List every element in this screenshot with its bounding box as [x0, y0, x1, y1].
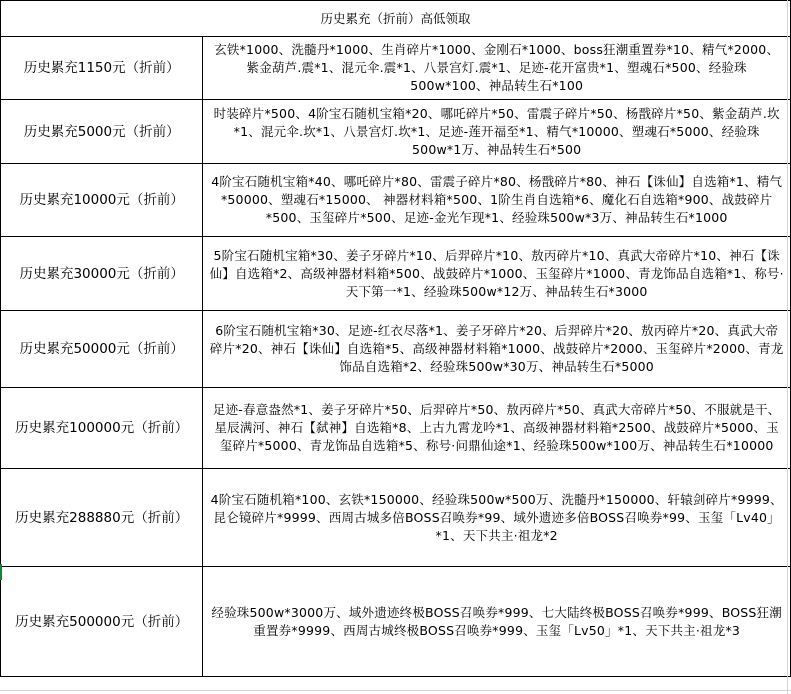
table-row: [1, 469, 791, 567]
table-row: [1, 388, 791, 469]
reward-cell[interactable]: 足迹-春意盎然*1、姜子牙碎片*50、后羿碎片*50、敖丙碎片*50、真武大帝碎片*50、不服就是干、星辰满河、神石【弑神】自选箱*8、上古九霄龙吟*1、高级神器材料箱*2500、战鼓碎片*5000、玉玺碎片*5000、青龙饰品自选箱*5、称号·问鼎仙途*1、经验珠500w*100万、神品转生石*10000: [203, 388, 791, 469]
sheet-gridline-vertical: [787, 0, 788, 694]
table-row: [1, 37, 791, 100]
reward-cell[interactable]: 经验珠500w*3000万、域外遗迹终极BOSS召唤券*999、七大陆终极BOSS召唤券*999、BOSS狂潮重置券*9999、西周古城终极BOSS召唤券*999、玉玺「Lv50」*1、天下共主·祖龙*3: [203, 567, 791, 677]
table-title[interactable]: 历史累充（折前）高低领取: [1, 1, 791, 37]
reward-cell[interactable]: 6阶宝石随机宝箱*30、足迹-红衣尽落*1、姜子牙碎片*20、后羿碎片*20、敖丙碎片*20、真武大帝碎片*20、神石【诛仙】自选箱*5、高级神器材料箱*1000、战鼓碎片*2000、玉玺碎片*2000、青龙饰品自选箱*2、经验珠500w*30万、神品转生石*5000: [203, 311, 791, 388]
cell-selection-marker: [0, 564, 2, 580]
tier-label-cell[interactable]: 历史累充288880元（折前）: [1, 469, 203, 567]
table-row: [1, 567, 791, 677]
table-row: [1, 237, 791, 311]
tier-label-cell[interactable]: 历史累充10000元（折前）: [1, 164, 203, 237]
tier-label-cell[interactable]: 历史累充1150元（折前）: [1, 37, 203, 100]
tier-label-cell[interactable]: 历史累充5000元（折前）: [1, 100, 203, 164]
table-row: [1, 100, 791, 164]
tier-label-cell[interactable]: 历史累充50000元（折前）: [1, 311, 203, 388]
reward-cell[interactable]: 4阶宝石随机箱*100、玄铁*150000、经验珠500w*500万、洗髓丹*150000、轩辕剑碎片*9999、昆仑镜碎片*9999、西周古城多倍BOSS召唤券*99、域外遗迹多倍BOSS召唤券*99、玉玺「Lv40」*1、天下共主·祖龙*2: [203, 469, 791, 567]
reward-cell[interactable]: 时装碎片*500、4阶宝石随机宝箱*20、哪吒碎片*50、雷震子碎片*50、杨戬碎片*50、紫金葫芦.坎*1、混元伞.坎*1、八景宫灯.坎*1、足迹-莲开福至*1、精气*10000、塑魂石*5000、经验珠500w*1万、神品转生石*500: [203, 100, 791, 164]
tier-label-cell[interactable]: 历史累充30000元（折前）: [1, 237, 203, 311]
reward-cell[interactable]: 5阶宝石随机宝箱*30、姜子牙碎片*10、后羿碎片*10、敖丙碎片*10、真武大帝碎片*10、神石【诛仙】自选箱*2、高级神器材料箱*500、战鼓碎片*1000、玉玺碎片*1000、青龙饰品自选箱*1、称号·天下第一*1、经验珠500w*12万、神品转生石*3000: [203, 237, 791, 311]
title-row: [1, 1, 791, 37]
table-row: [1, 311, 791, 388]
table-row: [1, 164, 791, 237]
reward-cell[interactable]: 4阶宝石随机宝箱*40、哪吒碎片*80、雷震子碎片*80、杨戬碎片*80、神石【诛仙】自选箱*1、精气*50000、塑魂石*15000、 神器材料箱*500、1阶生肖自选箱*6、魔化石自选箱*900、战鼓碎片*500、玉玺碎片*500、足迹-金光乍现*1、经验珠500w*3万、神品转生石*1000: [203, 164, 791, 237]
reward-cell[interactable]: 玄铁*1000、洗髓丹*1000、生肖碎片*1000、金刚石*1000、boss狂潮重置券*10、精气*2000、紫金葫芦.震*1、混元伞.震*1、八景宫灯.震*1、足迹-花开富贵*1、塑魂石*500、经验珠500w*100、神品转生石*100: [203, 37, 791, 100]
sheet-gridline-horizontal: [0, 690, 791, 691]
tier-label-cell[interactable]: 历史累充500000元（折前）: [1, 567, 203, 677]
tier-label-cell[interactable]: 历史累充100000元（折前）: [1, 388, 203, 469]
